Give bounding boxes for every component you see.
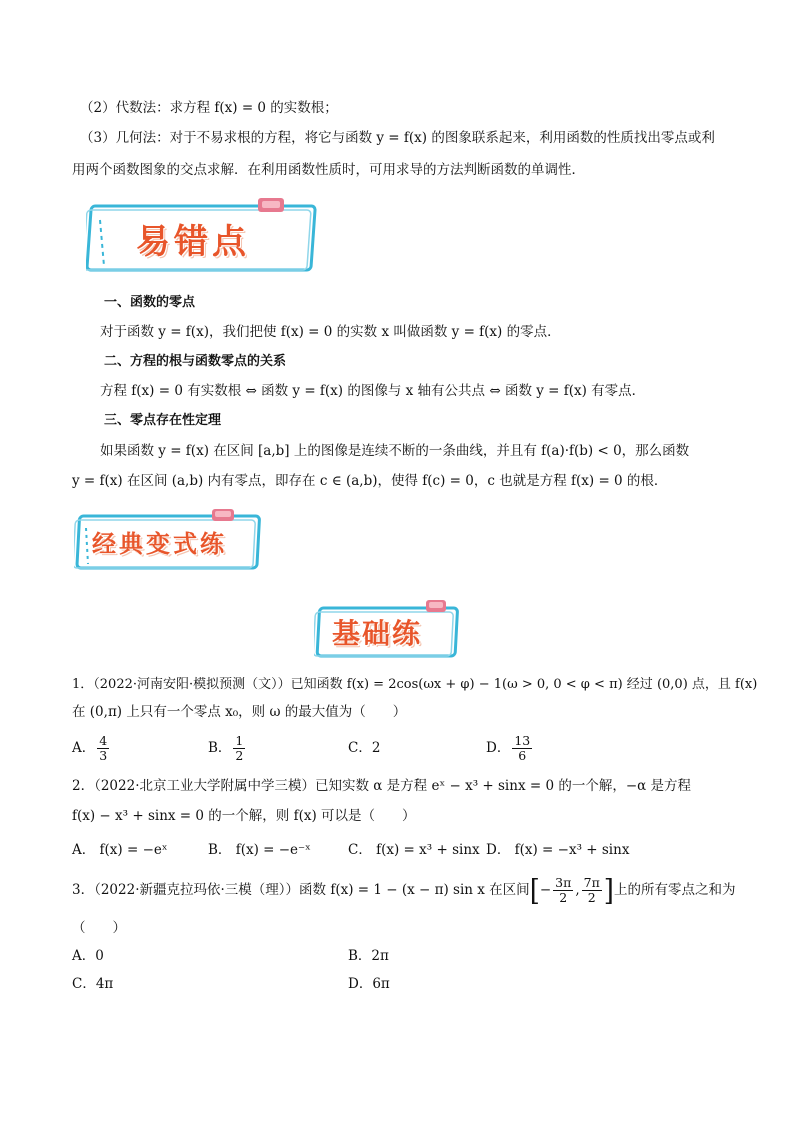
mistakes-heading-2: 二、方程的根与函数零点的关系 <box>104 354 287 369</box>
q2-option-c: C． f(x) = x³ + sinx <box>348 842 480 858</box>
q1-option-c-label: C． <box>348 740 372 756</box>
mistakes-para-1: 对于函数 y = f(x)，我们把使 f(x) = 0 的实数 x 叫做函数 y = f(x) 的零点． <box>100 324 561 340</box>
mistakes-heading-1: 一、函数的零点 <box>104 295 196 310</box>
q3-option-a: A．0 <box>72 948 104 964</box>
q1-option-d-fraction <box>512 734 532 763</box>
method-algebra: （2）代数法：求方程 f(x) = 0 的实数根； <box>80 100 338 116</box>
q3-comma: , <box>575 882 580 898</box>
q3-lower-den: 2 <box>559 890 568 905</box>
q2-stem-line1: 2．（2022·北京工业大学附属中学三模）已知实数 α 是方程 eˣ − x³ + sinx = 0 的一个解，−α 是方程 <box>72 778 692 794</box>
q3-lower-bound <box>553 876 573 905</box>
banner-variants-title: 经典变式练 <box>92 530 227 558</box>
q3-right-bracket: ] <box>603 874 614 907</box>
q3-option-b: B．2π <box>348 948 389 964</box>
q1-option-b-label: B． <box>208 740 232 756</box>
q1-option-d-num: 13 <box>514 733 531 748</box>
q2-option-d: D． f(x) = −x³ + sinx <box>486 842 630 858</box>
method-geometry-line2: 用两个函数图象的交点求解．在利用函数性质时，可用求导的方法判断函数的单调性． <box>72 162 585 178</box>
q1-option-a-den: 3 <box>99 748 108 763</box>
banner-basic <box>314 600 464 660</box>
q1-option-d-den: 6 <box>518 748 527 763</box>
q1-option-b-num: 1 <box>235 733 244 748</box>
q1-stem-line2: 在 (0,π) 上只有一个零点 x₀，则 ω 的最大值为（ ） <box>72 704 407 720</box>
q1-stem-line1: 1．（2022·河南安阳·模拟预测（文））已知函数 f(x) = 2cos(ωx + φ) − 1(ω > 0, 0 < φ < π) 经过 (0,0) 点，且 f(x) <box>72 677 758 692</box>
q1-option-d <box>486 734 534 763</box>
q1-option-a-num: 4 <box>99 733 108 748</box>
q3-minus-sign: − <box>539 882 552 898</box>
mistakes-heading-3: 三、零点存在性定理 <box>104 413 222 428</box>
q1-option-a-fraction <box>97 734 109 763</box>
banner-mistakes <box>86 196 322 274</box>
q3-option-d: D．6π <box>348 976 390 992</box>
banner-mistakes-title: 易错点 <box>136 222 250 262</box>
q3-upper-den: 2 <box>587 890 596 905</box>
q3-stem-pre: 3．（2022·新疆克拉玛依·三模（理））函数 f(x) = 1 − (x − π) sin x 在区间 <box>72 882 530 898</box>
banner-basic-title: 基础练 <box>332 617 423 650</box>
q2-option-b: B． f(x) = −e⁻ˣ <box>208 842 311 858</box>
mistakes-para-3b: y = f(x) 在区间 (a,b) 内有零点，即存在 c ∈ (a,b)，使得 f(c) = 0，c 也就是方程 f(x) = 0 的根． <box>72 473 668 489</box>
mistakes-para-3a: 如果函数 y = f(x) 在区间 [a,b] 上的图像是连续不断的一条曲线，并且有 f(a)·f(b) < 0，那么函数 <box>100 443 690 459</box>
q1-option-c <box>348 738 380 758</box>
q3-lower-num: 3π <box>555 875 572 890</box>
q3-left-bracket: [ <box>529 874 540 907</box>
q1-option-c-value: 2 <box>371 740 381 756</box>
q3-answer-blank: （ ） <box>72 920 126 936</box>
q3-option-c: C．4π <box>72 976 114 992</box>
q3-stem-post: 上的所有零点之和为 <box>613 882 736 898</box>
method-geometry-line1: （3）几何法：对于不易求根的方程，将它与函数 y = f(x) 的图象联系起来，利用函数的性质找出零点或利 <box>80 130 715 146</box>
q1-option-b-den: 2 <box>235 748 244 763</box>
mistakes-para-2: 方程 f(x) = 0 有实数根 ⇔ 函数 y = f(x) 的图像与 x 轴有公共点 ⇔ 函数 y = f(x) 有零点． <box>100 383 646 399</box>
q1-option-a-label: A． <box>72 740 96 756</box>
q1-option-b <box>208 734 247 763</box>
q1-option-b-fraction <box>233 734 245 763</box>
q3-stem-line1 <box>72 870 735 910</box>
q3-upper-num: 7π <box>583 875 600 890</box>
q2-option-a: A． f(x) = −eˣ <box>72 842 168 858</box>
q3-upper-bound <box>582 876 602 905</box>
banner-variants <box>74 508 266 572</box>
q2-stem-line2: f(x) − x³ + sinx = 0 的一个解，则 f(x) 可以是（ ） <box>72 808 416 824</box>
q1-option-a <box>72 734 111 763</box>
q1-option-d-label: D． <box>486 740 511 756</box>
